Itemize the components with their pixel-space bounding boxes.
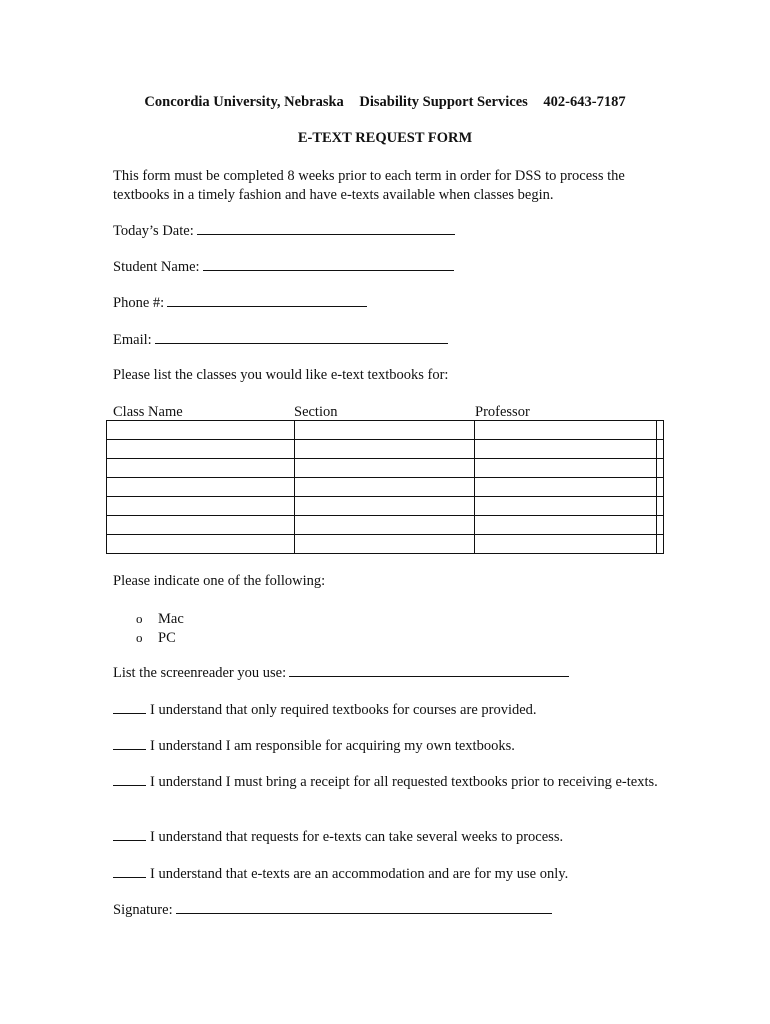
student-name-label: Student Name: bbox=[113, 259, 200, 275]
platform-option-label: PC bbox=[158, 630, 176, 646]
todays-date-label: Today’s Date: bbox=[113, 223, 194, 239]
class-row bbox=[107, 421, 664, 440]
radio-circle-icon[interactable]: o bbox=[136, 630, 143, 645]
initial-blank[interactable] bbox=[113, 865, 146, 878]
class-row bbox=[107, 516, 664, 535]
class-name-cell[interactable] bbox=[107, 440, 295, 459]
acknowledgement-text: I understand that only required textbooks for courses are provided. bbox=[150, 702, 537, 718]
table-edge-cell bbox=[657, 516, 664, 535]
professor-cell[interactable] bbox=[475, 421, 657, 440]
section-cell[interactable] bbox=[294, 516, 475, 535]
class-row bbox=[107, 497, 664, 516]
university-name: Concordia University, Nebraska bbox=[144, 94, 344, 110]
table-edge-cell bbox=[657, 421, 664, 440]
phone-field[interactable] bbox=[113, 294, 367, 312]
screenreader-line[interactable] bbox=[289, 664, 569, 677]
class-row bbox=[107, 440, 664, 459]
section-cell[interactable] bbox=[294, 421, 475, 440]
student-name-field[interactable] bbox=[113, 258, 454, 276]
todays-date-field[interactable] bbox=[113, 222, 455, 240]
email-field[interactable] bbox=[113, 331, 448, 349]
column-header-class-name: Class Name bbox=[113, 404, 183, 420]
email-label: Email: bbox=[113, 332, 152, 348]
form-header bbox=[0, 94, 770, 111]
class-row bbox=[107, 459, 664, 478]
signature-line[interactable] bbox=[176, 901, 552, 914]
platform-option-label: Mac bbox=[158, 611, 184, 627]
classes-table bbox=[106, 420, 664, 554]
screenreader-field[interactable] bbox=[113, 664, 569, 682]
class-name-cell[interactable] bbox=[107, 421, 295, 440]
section-cell[interactable] bbox=[294, 440, 475, 459]
acknowledgement-item bbox=[113, 737, 673, 756]
phone-label: Phone #: bbox=[113, 295, 165, 311]
initial-blank[interactable] bbox=[113, 773, 146, 786]
table-edge-cell bbox=[657, 459, 664, 478]
class-row bbox=[107, 535, 664, 554]
acknowledgement-item bbox=[113, 773, 673, 792]
platform-option-pc[interactable] bbox=[136, 628, 184, 647]
department-phone: 402-643-7187 bbox=[543, 94, 626, 110]
signature-label: Signature: bbox=[113, 902, 173, 918]
screenreader-label: List the screenreader you use: bbox=[113, 665, 287, 681]
section-cell[interactable] bbox=[294, 478, 475, 497]
acknowledgement-item bbox=[113, 701, 673, 720]
class-name-cell[interactable] bbox=[107, 459, 295, 478]
student-name-line[interactable] bbox=[203, 258, 454, 271]
professor-cell[interactable] bbox=[475, 516, 657, 535]
professor-cell[interactable] bbox=[475, 478, 657, 497]
department-name: Disability Support Services bbox=[359, 94, 528, 110]
section-cell[interactable] bbox=[294, 535, 475, 554]
table-edge-cell bbox=[657, 497, 664, 516]
form-title: E-TEXT REQUEST FORM bbox=[297, 130, 473, 146]
section-cell[interactable] bbox=[294, 497, 475, 516]
professor-cell[interactable] bbox=[475, 535, 657, 554]
acknowledgement-text: I understand that requests for e-texts can take several weeks to process. bbox=[150, 829, 564, 845]
table-edge-cell bbox=[657, 478, 664, 497]
professor-cell[interactable] bbox=[475, 459, 657, 478]
class-name-cell[interactable] bbox=[107, 497, 295, 516]
class-name-cell[interactable] bbox=[107, 478, 295, 497]
radio-circle-icon[interactable]: o bbox=[136, 611, 143, 626]
column-header-section: Section bbox=[294, 404, 338, 420]
class-name-cell[interactable] bbox=[107, 535, 295, 554]
table-edge-cell bbox=[657, 440, 664, 459]
acknowledgement-item bbox=[113, 865, 673, 884]
initial-blank[interactable] bbox=[113, 701, 146, 714]
signature-field[interactable] bbox=[113, 901, 552, 919]
initial-blank[interactable] bbox=[113, 737, 146, 750]
professor-cell[interactable] bbox=[475, 440, 657, 459]
table-edge-cell bbox=[657, 535, 664, 554]
classes-prompt: Please list the classes you would like e-text textbooks for: bbox=[113, 367, 449, 383]
professor-cell[interactable] bbox=[475, 497, 657, 516]
todays-date-line[interactable] bbox=[197, 222, 455, 235]
acknowledgement-text: I understand that e-texts are an accommodation and are for my use only. bbox=[150, 866, 569, 882]
acknowledgement-text: I understand I am responsible for acquiring my own textbooks. bbox=[150, 738, 515, 754]
acknowledgement-item bbox=[113, 828, 673, 847]
class-name-cell[interactable] bbox=[107, 516, 295, 535]
platform-option-mac[interactable] bbox=[136, 609, 184, 628]
column-header-professor: Professor bbox=[475, 404, 530, 420]
class-row bbox=[107, 478, 664, 497]
platform-options bbox=[136, 609, 184, 647]
email-line[interactable] bbox=[155, 331, 448, 344]
section-cell[interactable] bbox=[294, 459, 475, 478]
platform-prompt: Please indicate one of the following: bbox=[113, 573, 326, 589]
phone-line[interactable] bbox=[167, 294, 367, 307]
initial-blank[interactable] bbox=[113, 828, 146, 841]
intro-paragraph: This form must be completed 8 weeks prior to each term in order for DSS to process the textbooks in a timely fashion and have e-texts available when classes begin. bbox=[113, 168, 625, 203]
acknowledgement-text: I understand I must bring a receipt for all requested textbooks prior to receiving e-texts. bbox=[150, 774, 658, 790]
